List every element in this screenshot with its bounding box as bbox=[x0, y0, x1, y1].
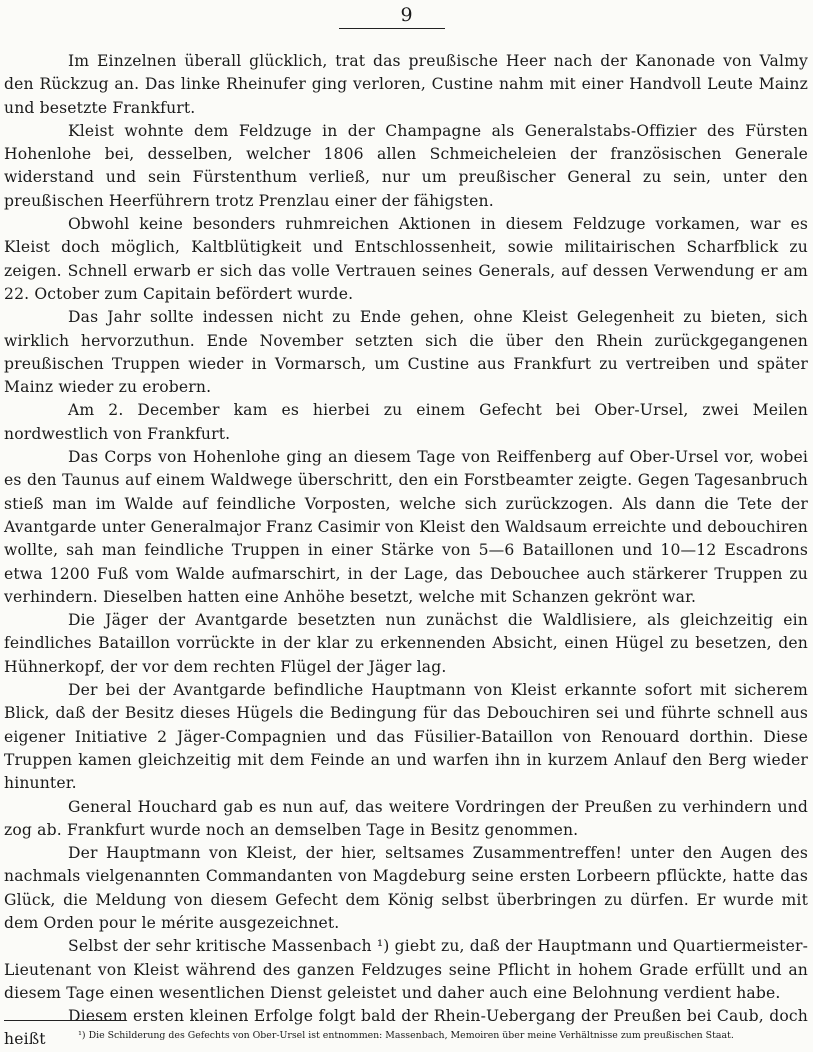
paragraph: Im Einzelnen überall glücklich, trat das preußische Heer nach der Kanonade von Valmy den Rückzug an. Das linke Rheinufer ging verloren, Custine nahm mit einer Handvoll Leute Mainz und besetzte Frankfurt. bbox=[4, 52, 808, 117]
body-text bbox=[4, 50, 808, 1052]
header-rule bbox=[339, 28, 445, 29]
paragraph: Am 2. December kam es hierbei zu einem Gefecht bei Ober-Ursel, zwei Meilen nordwestlich von Frankfurt. bbox=[4, 401, 808, 443]
paragraph: Diesem ersten kleinen Erfolge folgt bald der Rhein-Uebergang der Preußen bei Caub, doch heißt bbox=[4, 1007, 808, 1049]
page-header bbox=[0, 4, 813, 26]
paragraph: Der bei der Avantgarde befindliche Hauptmann von Kleist erkannte sofort mit sicherem Blick, daß der Besitz dieses Hügels die Bedingung für das Debouchiren sei und führte schnell aus eigener Initiative 2 Jäger-Compagnien und das Füsilier-Bataillon von Renouard dorthin. Diese Truppen kamen gleichzeitig mit dem Feinde an und warfen ihn in kurzem Anlauf den Berg wieder hinunter. bbox=[4, 681, 808, 793]
paragraph: Die Jäger der Avantgarde besetzten nun zunächst die Waldlisiere, als gleichzeitig ein feindliches Bataillon vorrückte in der klar zu erkennenden Absicht, einen Hügel zu besetzen, den Hühnerkopf, der vor dem rechten Flügel der Jäger lag. bbox=[4, 611, 808, 676]
paragraph: General Houchard gab es nun auf, das weitere Vordringen der Preußen zu verhindern und zog ab. Frankfurt wurde noch an demselben Tage in Besitz genommen. bbox=[4, 797, 808, 839]
paragraph: Das Corps von Hohenlohe ging an diesem Tage von Reiffenberg auf Ober-Ursel vor, wobei es den Taunus auf einem Waldwege überschritt, den ein Forstbeamter zeigte. Gegen Tagesanbruch stieß man im Walde auf feindliche Vorposten, welche sich zurückzogen. Als dann die Tete der Avantgarde unter Generalmajor Franz Casimir von Kleist den Waldsaum erreichte und debouchiren wollte, sah man feindliche Truppen in einer Stärke von 5—6 Bataillonen und 10—12 Escadrons etwa 1200 Fuß vom Walde aufmarschirt, in der Lage, das Debouchee auch stärkerer Truppen zu verhindern. Dieselben hatten eine Anhöhe besetzt, welche mit Schanzen gekrönt war. bbox=[4, 448, 808, 606]
paragraph: Das Jahr sollte indessen nicht zu Ende gehen, ohne Kleist Gelegenheit zu bieten, sich wirklich hervorzuthun. Ende November setzten sich die über den Rhein zurückgegangenen preußischen Truppen wieder in Vormarsch, um Custine aus Frankfurt zu vertreiben und später Mainz wieder zu erobern. bbox=[4, 308, 808, 397]
footnote-rule bbox=[4, 1020, 124, 1021]
page-number: 9 bbox=[400, 4, 413, 26]
paragraph: Obwohl keine besonders ruhmreichen Aktionen in diesem Feldzuge vorkamen, war es Kleist doch möglich, Kaltblütigkeit und Entschlossenheit, sowie militairischen Scharfblick zu zeigen. Schnell erwarb er sich das volle Vertrauen seines Generals, auf dessen Verwendung er am 22. October zum Capitain befördert wurde. bbox=[4, 215, 808, 303]
footnote: ¹) Die Schilderung des Gefechts von Ober-Ursel ist entnommen: Massenbach, Memoiren über meine Verhältnisse zum preußischen Staat. bbox=[78, 1030, 734, 1041]
paragraph: Kleist wohnte dem Feldzuge in der Champagne als Generalstabs-Offizier des Fürsten Hohenlohe bei, desselben, welcher 1806 allen Schmeicheleien der französischen Generale widerstand und sein Fürstenthum verließ, nur um preußischer General zu sein, unter den preußischen Heerführern trotz Prenzlau einer der fähigsten. bbox=[4, 121, 808, 210]
paragraph: Selbst der sehr kritische Massenbach ¹) giebt zu, daß der Hauptmann und Quartiermeister-Lieutenant von Kleist während des ganzen Feldzuges seine Pflicht in hohem Grade erfüllt und an diesem Tage einen wesentlichen Dienst geleistet und daher auch eine Belohnung verdient habe. bbox=[4, 937, 808, 1002]
paragraph: Der Hauptmann von Kleist, der hier, seltsames Zusammentreffen! unter den Augen des nachmals vielgenannten Commandanten von Magdeburg seine ersten Lorbeern pflückte, hatte das Glück, die Meldung von diesem Gefecht dem König selbst überbringen zu dürfen. Er wurde mit dem Orden pour le mérite ausgezeichnet. bbox=[4, 844, 808, 932]
